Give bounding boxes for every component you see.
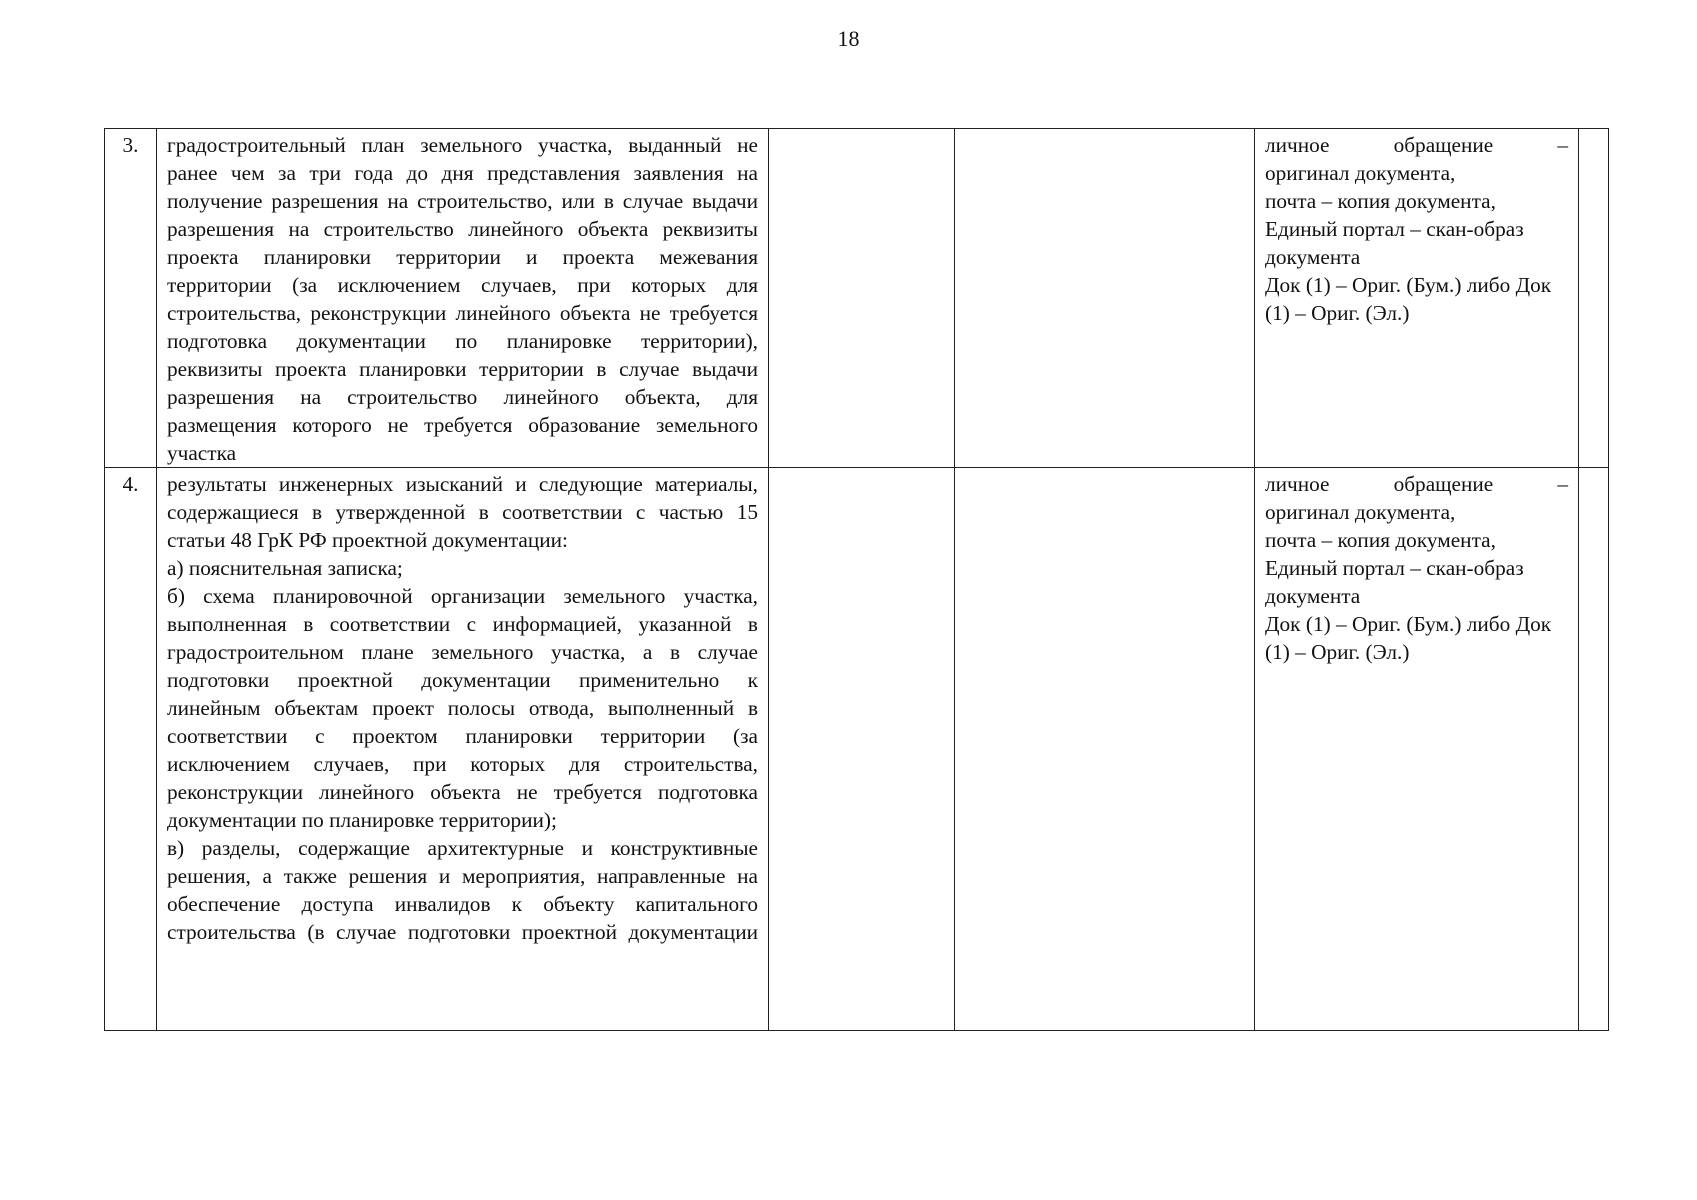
description-item-a: а) пояснительная записка; [167, 556, 403, 580]
method-line: почта – копия документа, [1265, 189, 1496, 213]
empty-cell [955, 129, 1255, 468]
method-line: Единый портал – скан-образ документа [1265, 556, 1524, 608]
empty-cell [1579, 129, 1609, 468]
empty-cell [769, 129, 955, 468]
method-line: Док (1) – Ориг. (Бум.) либо Док (1) – Ориг. (Эл.) [1265, 273, 1552, 325]
documents-table [104, 128, 1609, 1031]
method-line: личное обращение – [1265, 472, 1568, 496]
submission-method [1255, 129, 1579, 468]
method-line: Единый портал – скан-образ документа [1265, 217, 1524, 269]
method-line: оригинал документа, [1265, 161, 1456, 185]
empty-cell [769, 468, 955, 1031]
method-line: почта – копия документа, [1265, 528, 1496, 552]
table-row [105, 468, 1609, 1031]
empty-cell [1579, 468, 1609, 1031]
method-line: Док (1) – Ориг. (Бум.) либо Док (1) – Ориг. (Эл.) [1265, 612, 1552, 664]
description-intro: результаты инженерных изысканий и следующие материалы, содержащиеся в утвержденной в соответствии с частью 15 статьи 48 ГрК РФ проектной документации: [167, 472, 758, 552]
row-number: 3. [105, 129, 157, 468]
row-number: 4. [105, 468, 157, 1031]
document-description: градостроительный план земельного участка, выданный не ранее чем за три года до дня представления заявления на получение разрешения на строительство, или в случае выдачи разрешения на строительство линейного объекта реквизиты проекта планировки территории и проекта межевания территории (за исключением случаев, при которых для строительства, реконструкции линейного объекта не требуется подготовка документации по планировке территории), реквизиты проекта планировки территории в случае выдачи разрешения на строительство линейного объекта, для размещения которого не требуется образование земельного участка [157, 129, 769, 468]
method-line: личное обращение – [1265, 133, 1568, 157]
empty-cell [955, 468, 1255, 1031]
document-description [157, 468, 769, 1031]
table-row [105, 129, 1609, 468]
submission-method [1255, 468, 1579, 1031]
description-item-v: в) разделы, содержащие архитектурные и конструктивные решения, а также решения и мероприятия, направленные на обеспечение доступа инвалидов к объекту капитального строительства (в случае подготовки проектной документации [167, 836, 758, 944]
page-number: 18 [837, 26, 860, 51]
description-item-b: б) схема планировочной организации земельного участка, выполненная в соответствии с информацией, указанной в градостроительном плане земельного участка, а в случае подготовки проектной документации применительно к линейным объектам проект полосы отвода, выполненный в соответствии с проектом планировки территории (за исключением случаев, при которых для строительства, реконструкции линейного объекта не требуется подготовка документации по планировке территории); [167, 584, 758, 832]
method-line: оригинал документа, [1265, 500, 1456, 524]
